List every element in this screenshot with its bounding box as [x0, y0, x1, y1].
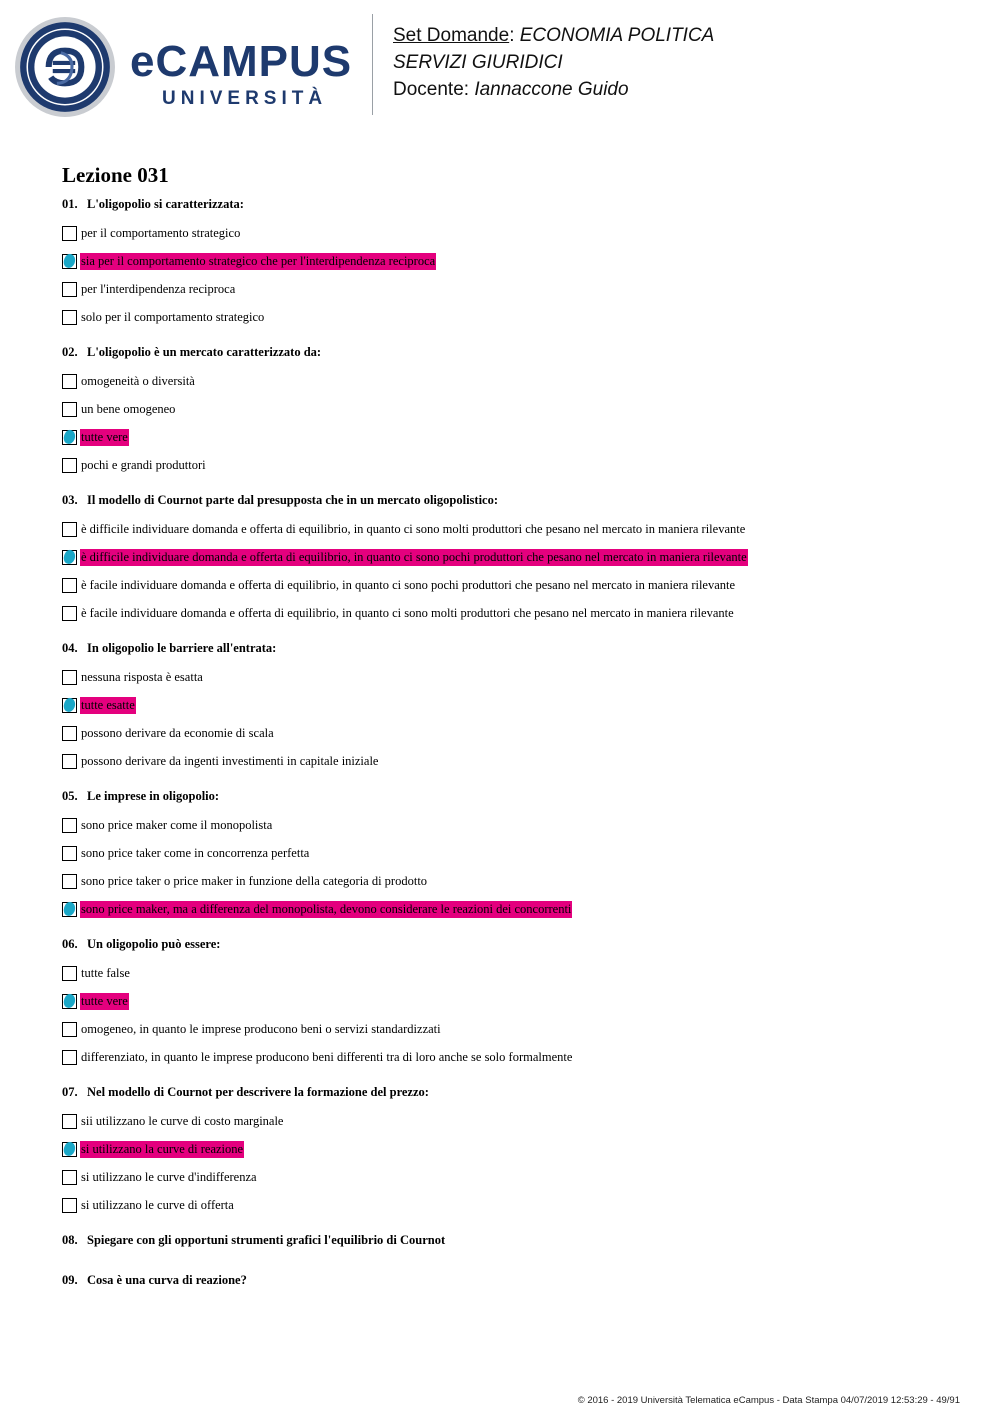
question-number: 04. — [62, 641, 78, 655]
answer-option[interactable] — [62, 303, 962, 331]
answer-text: differenziato, in quanto le imprese producono beni differenti tra di loro anche se solo formalmente — [81, 1049, 573, 1064]
question-number: 08. — [62, 1233, 78, 1247]
question-item — [62, 1272, 962, 1288]
checkbox-icon[interactable] — [62, 754, 77, 769]
selected-answer-text: tutte vere — [81, 429, 128, 444]
checkbox-icon[interactable] — [62, 458, 77, 473]
answer-text: omogeneità o diversità — [81, 373, 195, 388]
question-item — [62, 492, 962, 627]
answer-option[interactable] — [62, 395, 962, 423]
checkbox-icon[interactable] — [62, 522, 77, 537]
question-number: 02. — [62, 345, 78, 359]
checked-checkbox-icon[interactable] — [62, 254, 77, 269]
answer-text: possono derivare da ingenti investimenti in capitale iniziale — [81, 753, 379, 768]
answer-text: nessuna risposta è esatta — [81, 669, 203, 684]
question-number: 05. — [62, 789, 78, 803]
answer-text: solo per il comportamento strategico — [81, 309, 265, 324]
answer-option[interactable] — [62, 663, 962, 691]
answer-option[interactable] — [62, 747, 962, 775]
question-text: In oligopolio le barriere all'entrata: — [87, 641, 277, 655]
checkbox-icon[interactable] — [62, 670, 77, 685]
question-number: 09. — [62, 1273, 78, 1287]
header-info — [393, 22, 714, 103]
answer-option[interactable] — [62, 1015, 962, 1043]
question-item — [62, 1084, 962, 1219]
answer-option[interactable] — [62, 987, 962, 1015]
teacher-label: Docente: — [393, 79, 470, 100]
answer-option[interactable] — [62, 959, 962, 987]
answer-option[interactable] — [62, 867, 962, 895]
answer-text: possono derivare da economie di scala — [81, 725, 274, 740]
answer-option[interactable] — [62, 691, 962, 719]
checkbox-icon[interactable] — [62, 1170, 77, 1185]
checked-checkbox-icon[interactable] — [62, 994, 77, 1009]
question-heading — [62, 344, 962, 360]
checkbox-icon[interactable] — [62, 846, 77, 861]
question-text: Spiegare con gli opportuni strumenti grafici l'equilibrio di Cournot — [87, 1233, 446, 1247]
checkbox-icon[interactable] — [62, 402, 77, 417]
ecampus-emblem-icon — [14, 16, 116, 118]
answer-option[interactable] — [62, 247, 962, 275]
question-heading — [62, 788, 962, 804]
subject-line-2: SERVIZI GIURIDICI — [393, 52, 563, 73]
checked-checkbox-icon[interactable] — [62, 902, 77, 917]
checkbox-icon[interactable] — [62, 966, 77, 981]
subject-line-1: ECONOMIA POLITICA — [519, 25, 715, 46]
selected-answer-text: si utilizzano la curve di reazione — [81, 1141, 244, 1156]
teacher-name: Iannaccone Guido — [474, 79, 629, 100]
selected-answer-text: è difficile individuare domanda e offerta di equilibrio, in quanto ci sono pochi produttori che pesano nel mercato in maniera rilevante — [81, 549, 747, 564]
checked-checkbox-icon[interactable] — [62, 550, 77, 565]
question-item — [62, 196, 962, 331]
checked-checkbox-icon[interactable] — [62, 430, 77, 445]
answer-option[interactable] — [62, 1191, 962, 1219]
answer-text: sii utilizzano le curve di costo marginale — [81, 1113, 284, 1128]
selected-answer-text: tutte esatte — [81, 697, 135, 712]
question-item — [62, 640, 962, 775]
answer-text: si utilizzano le curve di offerta — [81, 1197, 234, 1212]
answer-text: omogeneo, in quanto le imprese producono beni o servizi standardizzati — [81, 1021, 441, 1036]
checkbox-icon[interactable] — [62, 374, 77, 389]
checkbox-icon[interactable] — [62, 1022, 77, 1037]
answer-option[interactable] — [62, 515, 962, 543]
answer-option[interactable] — [62, 1163, 962, 1191]
answer-option[interactable] — [62, 1043, 962, 1071]
answer-option[interactable] — [62, 599, 962, 627]
answer-option[interactable] — [62, 811, 962, 839]
logo-university-text: UNIVERSITÀ — [162, 88, 328, 109]
answer-text: tutte false — [81, 965, 130, 980]
question-heading — [62, 936, 962, 952]
question-text: Nel modello di Cournot per descrivere la formazione del prezzo: — [87, 1085, 429, 1099]
question-heading — [62, 1272, 962, 1288]
answer-text: sono price taker come in concorrenza perfetta — [81, 845, 310, 860]
question-text: Il modello di Cournot parte dal presupposta che in un mercato oligopolistico: — [87, 493, 499, 507]
question-number: 07. — [62, 1085, 78, 1099]
checkbox-icon[interactable] — [62, 606, 77, 621]
question-number: 03. — [62, 493, 78, 507]
header-divider — [372, 14, 373, 115]
checkbox-icon[interactable] — [62, 1050, 77, 1065]
checkbox-icon[interactable] — [62, 578, 77, 593]
question-sheet — [62, 160, 962, 1312]
answer-text: sono price taker o price maker in funzione della categoria di prodotto — [81, 873, 428, 888]
answer-option[interactable] — [62, 275, 962, 303]
question-list — [62, 196, 962, 1288]
checkbox-icon[interactable] — [62, 874, 77, 889]
page-header — [0, 0, 1000, 130]
answer-text: è facile individuare domanda e offerta di equilibrio, in quanto ci sono pochi produttori che pesano nel mercato in maniera rilevante — [81, 577, 736, 592]
checkbox-icon[interactable] — [62, 226, 77, 241]
question-heading — [62, 492, 962, 508]
answer-option[interactable] — [62, 367, 962, 395]
set-label: Set Domande — [393, 25, 510, 46]
set-colon: : — [509, 25, 515, 46]
question-item — [62, 344, 962, 479]
question-number: 01. — [62, 197, 78, 211]
answer-text: sono price maker come il monopolista — [81, 817, 273, 832]
checkbox-icon[interactable] — [62, 818, 77, 833]
answer-text: è facile individuare domanda e offerta di equilibrio, in quanto ci sono molti produttori che pesano nel mercato in maniera rilevante — [81, 605, 734, 620]
page-footer: © 2016 - 2019 Università Telematica eCampus - Data Stampa 04/07/2019 12:53:29 - 49/91 — [577, 1395, 960, 1406]
answer-option[interactable] — [62, 839, 962, 867]
selected-answer-text: sono price maker, ma a differenza del monopolista, devono considerare le reazioni dei concorrenti — [81, 901, 572, 916]
checkbox-icon[interactable] — [62, 1198, 77, 1213]
answer-option[interactable] — [62, 719, 962, 747]
question-heading — [62, 1084, 962, 1100]
lesson-title: Lezione 031 — [62, 163, 169, 187]
question-heading — [62, 640, 962, 656]
answer-text: pochi e grandi produttori — [81, 457, 206, 472]
answer-text: si utilizzano le curve d'indifferenza — [81, 1169, 257, 1184]
question-item — [62, 1232, 962, 1248]
answer-option[interactable] — [62, 571, 962, 599]
question-text: L'oligopolio è un mercato caratterizzato da: — [87, 345, 322, 359]
selected-answer-text: tutte vere — [81, 993, 128, 1008]
question-item — [62, 936, 962, 1071]
checked-checkbox-icon[interactable] — [62, 1142, 77, 1157]
logo-brand-text: eCAMPUS — [130, 37, 353, 86]
answer-option[interactable] — [62, 423, 962, 451]
checkbox-icon[interactable] — [62, 726, 77, 741]
answer-text: per l'interdipendenza reciproca — [81, 281, 236, 296]
answer-option[interactable] — [62, 451, 962, 479]
answer-option[interactable] — [62, 1135, 962, 1163]
question-text: Un oligopolio può essere: — [87, 937, 221, 951]
checked-checkbox-icon[interactable] — [62, 698, 77, 713]
ecampus-logo — [130, 38, 365, 113]
answer-option[interactable] — [62, 219, 962, 247]
question-heading — [62, 1232, 962, 1248]
checkbox-icon[interactable] — [62, 282, 77, 297]
question-item — [62, 788, 962, 923]
answer-text: è difficile individuare domanda e offerta di equilibrio, in quanto ci sono molti produttori che pesano nel mercato in maniera rilevante — [81, 521, 746, 536]
answer-option[interactable] — [62, 543, 962, 571]
answer-option[interactable] — [62, 895, 962, 923]
selected-answer-text: sia per il comportamento strategico che per l'interdipendenza reciproca — [81, 253, 436, 268]
question-text: Cosa è una curva di reazione? — [87, 1273, 247, 1287]
answer-text: per il comportamento strategico — [81, 225, 241, 240]
question-number: 06. — [62, 937, 78, 951]
question-heading — [62, 196, 962, 212]
question-text: Le imprese in oligopolio: — [87, 789, 220, 803]
checkbox-icon[interactable] — [62, 1114, 77, 1129]
answer-option[interactable] — [62, 1107, 962, 1135]
answer-text: un bene omogeneo — [81, 401, 176, 416]
checkbox-icon[interactable] — [62, 310, 77, 325]
question-text: L'oligopolio si caratterizzata: — [87, 197, 244, 211]
